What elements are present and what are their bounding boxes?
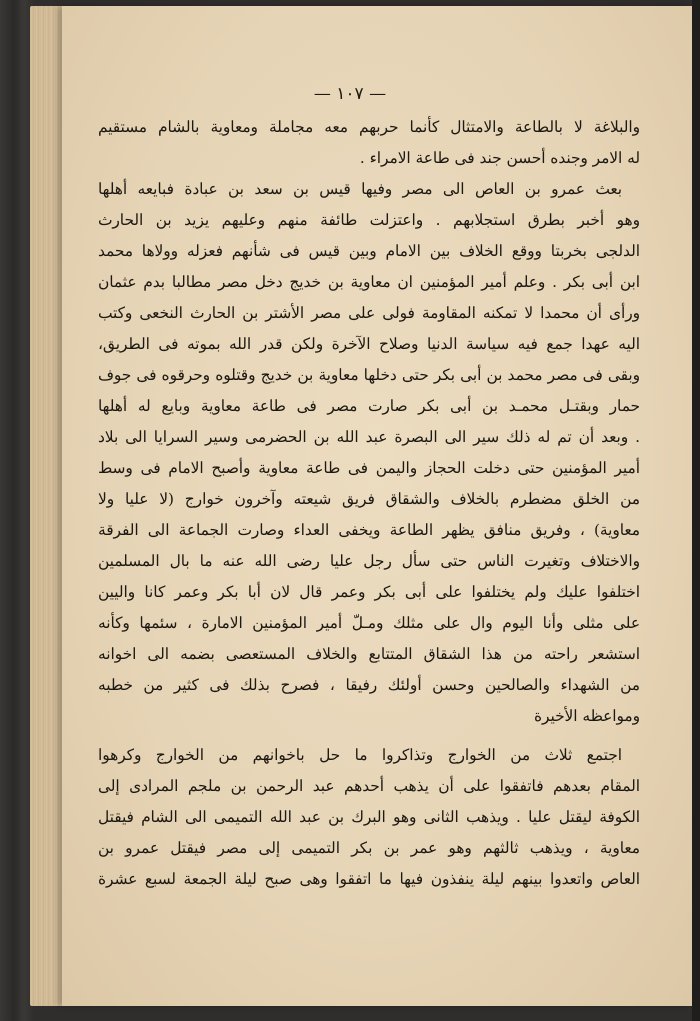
text-line: استشعر راحته من هذا الشقاق المتتابع والخلاف المستعصى بضمه الى اخوانه	[98, 645, 640, 663]
text-line: له الامر وجنده أحسن جند فى طاعة الامراء .	[359, 149, 640, 167]
text-line: اختلفوا عليك ولم يختلفوا على أبى بكر وعمر قال لان أبا بكر وعمر كانا واليين	[98, 583, 640, 601]
text-line: وهو أخبر بطرق استجلابهم . واعتزلت طائفة منهم وعليهم يزيد بن الحارث	[98, 211, 640, 229]
text-line: ابن أبى بكر . وعلم أمير المؤمنين ان معاوية بن خديج دخل مصر مطالبا بدم عثمان	[98, 273, 640, 291]
text-line: أمير المؤمنين حتى دخلت الحجاز واليمن فى طاعة معاوية وأصبح الامام فى وسط	[98, 459, 640, 477]
text-line: والاختلاف وتغيرت الناس حتى سأل رجل عليا رضى الله عنه ما بال المسلمين	[98, 552, 640, 570]
text-line: والبلاغة لا بالطاعة والامتثال كأنما حربهم معه مجاملة ومعاوية بالشام مستقيم	[98, 118, 640, 136]
text-line: على مثلى وأنا اليوم وال على مثلك ومـلّ أمير المؤمنين الامارة ، سئمها وكأنه	[98, 614, 640, 632]
text-line: العاص واتعدوا بينهم ليلة ينفذون فيها ما اتفقوا وهى صبح ليلة الجمعة لسبع عشرة	[98, 870, 640, 888]
text-line: اجتمع ثلاث من الخوارج وتذاكروا ما حل باخوانهم من الخوارج وكرهوا	[98, 746, 622, 764]
text-line: المقام بعدهم فاتفقوا على أن يذهب أحدهم عبد الرحمن بن ملجم المرادى إلى	[98, 777, 640, 795]
text-line: بعث عمرو بن العاص الى مصر وفيها قيس بن سعد بن عبادة فبايعه أهلها	[98, 180, 622, 198]
page-number: — ١٠٧ —	[313, 84, 387, 104]
text-line: حمار وبقتـل محمـد بن أبى بكر صارت مصر فى طاعة معاوية وبايع له أهلها	[98, 397, 640, 415]
text-line: معاوية ، ويذهب ثالثهم وهو عمر بن بكر التميمى إلى مصر فيقتل عمرو بن	[98, 839, 640, 857]
text-line: وبقى فى مصر محمد بن أبى بكر حتى دخلها معاوية بن خديج وقتلوه وحرقوه فى جوف	[98, 366, 640, 384]
text-line: معاوية) ، وفريق منافق يظهر الطاعة ويخفى العداء وصارت الجماعة الى الفرقة	[98, 521, 640, 539]
text-line: . وبعد أن تم له ذلك سير الى البصرة عبد الله بن الحضرمى وسير السرايا الى بلاد	[98, 428, 640, 446]
page-text	[98, 112, 640, 895]
text-line: ومواعظه الأخيرة	[534, 707, 640, 725]
text-line: اليه عهدا جمع فيه سياسة الدنيا وصلاح الآخرة ولكن قدر الله بموته فى الطريق،	[98, 335, 640, 353]
text-line: الكوفة ليقتل عليا . ويذهب الثانى وهو البرك بن عبد الله التميمى الى الشام فيقتل	[98, 808, 640, 826]
text-line: الدلجى بخربتا ووقع الخلاف بين الامام وبين قيس فى شأنهم فعزله وولاها محمد	[98, 242, 640, 260]
text-line: من الخلق مضطرم بالخلاف والشقاق فريق شيعته وآخرون خوارج (لا عليا ولا	[98, 490, 640, 508]
text-line: من الشهداء والصالحين وحسن أولئك رفيقا ، فصرح بذلك فى كثير من خطبه	[98, 676, 640, 694]
scan-border	[692, 0, 700, 1021]
text-line: ورأى أن محمدا لا تمكنه المقاومة فولى على مصر الأشتر بن الحارث النخعى وكتب	[98, 304, 640, 322]
